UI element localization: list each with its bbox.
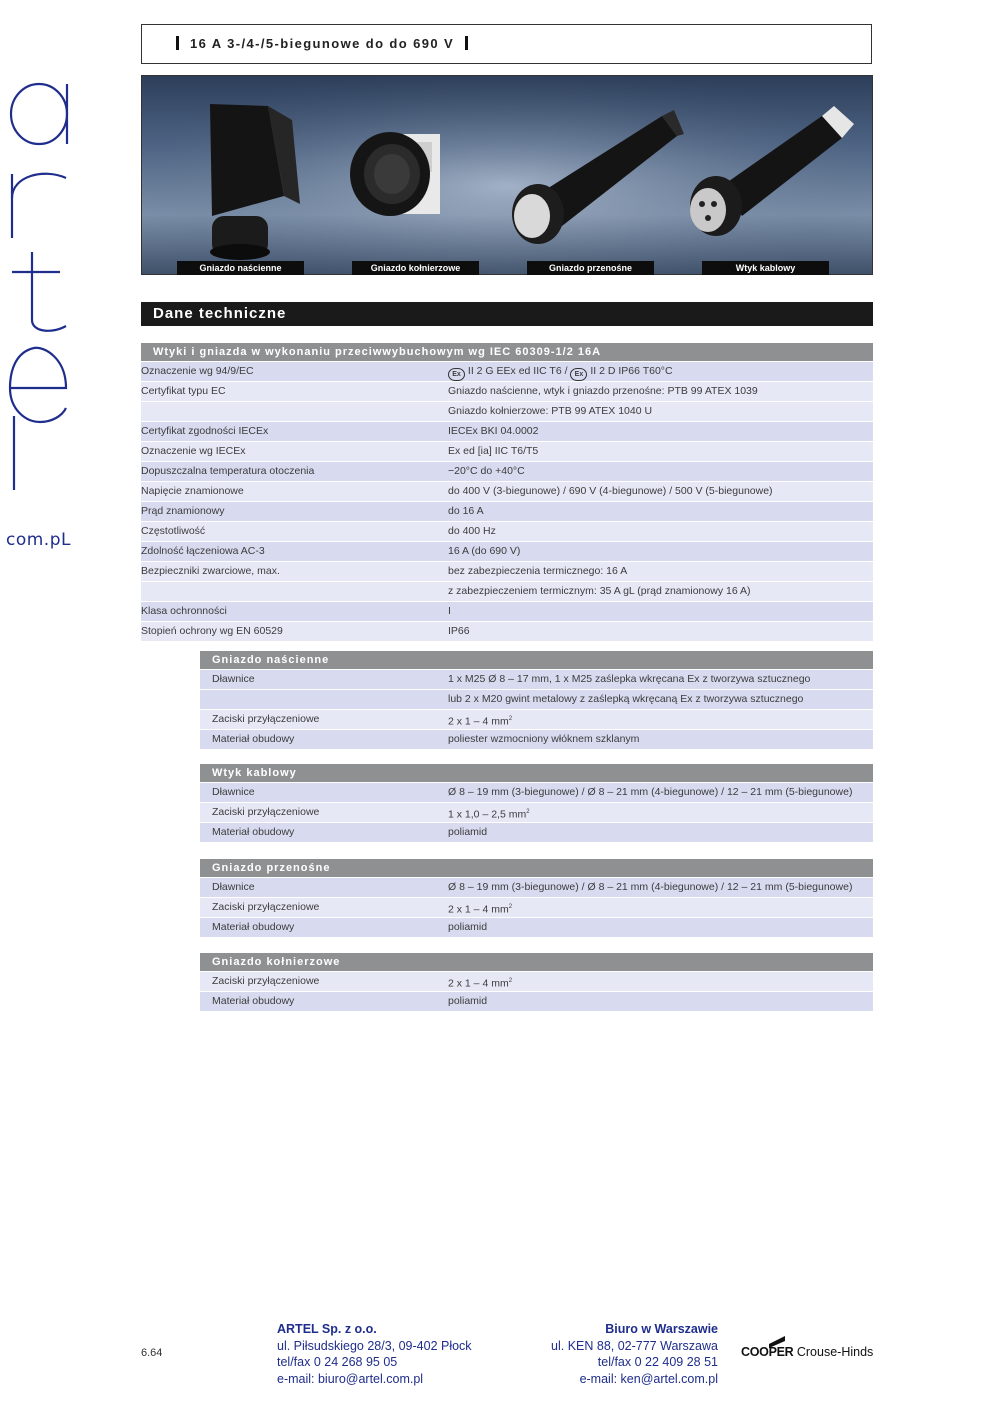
- value-sup: 2: [508, 716, 513, 722]
- logo-rest: Crouse-Hinds: [796, 1345, 874, 1359]
- row-value: do 400 Hz: [448, 525, 496, 537]
- row-key: Oznaczenie wg IECEx: [141, 445, 246, 457]
- product-photo: [141, 75, 873, 275]
- table-row: [200, 669, 873, 689]
- table-row: [200, 991, 873, 1011]
- table-row: [141, 621, 873, 641]
- atex-gas-marking: II 2 G EEx ed IIC T6 /: [467, 365, 568, 377]
- table-row: [200, 897, 873, 917]
- table-row: [200, 971, 873, 991]
- row-value: poliester wzmocniony włóknem szklanym: [448, 733, 640, 745]
- row-value: IECEx BKI 04.0002: [448, 425, 539, 437]
- caption-portable-socket: Gniazdo przenośne: [527, 261, 654, 275]
- table-row: [141, 481, 873, 501]
- ex-mark-icon: Ex: [570, 368, 587, 381]
- table-row: [141, 461, 873, 481]
- value-text: 2 x 1 – 4 mm: [448, 903, 509, 916]
- sub-table-title: Wtyk kablowy: [200, 764, 873, 782]
- value-text: 1 x 1,0 – 2,5 mm: [448, 808, 527, 821]
- row-key: Klasa ochronności: [141, 605, 227, 617]
- row-value: 16 A (do 690 V): [448, 545, 521, 557]
- table-row: [141, 581, 873, 601]
- section-title: Dane techniczne: [141, 302, 873, 326]
- row-value: bez zabezpieczenia termicznego: 16 A: [448, 565, 628, 577]
- row-value: IP66: [448, 625, 470, 637]
- table-row: [200, 802, 873, 822]
- value-text: 2 x 1 – 4 mm: [448, 977, 509, 990]
- table-row: [141, 601, 873, 621]
- main-spec-table: [141, 343, 873, 641]
- value-sup: 2: [526, 809, 530, 815]
- row-value: I: [448, 605, 451, 617]
- company-phone: tel/fax 0 24 268 95 05: [277, 1355, 398, 1369]
- row-key: Zaciski przyłączeniowe: [212, 975, 320, 987]
- row-value: Gniazdo kołnierzowe: PTB 99 ATEX 1040 U: [448, 405, 653, 417]
- company-street: ul. Piłsudskiego 28/3, 09-402 Płock: [277, 1338, 472, 1353]
- cable-plug-table: [200, 764, 873, 842]
- row-key: Dopuszczalna temperatura otoczenia: [141, 465, 315, 477]
- row-key: Certyfikat zgodności IECEx: [141, 425, 269, 437]
- footer-company-address: [277, 1321, 472, 1387]
- row-key: Materiał obudowy: [212, 995, 295, 1007]
- office-phone: tel/fax 0 22 409 28 51: [597, 1355, 718, 1369]
- company-name: ARTEL Sp. z o.o.: [277, 1322, 377, 1336]
- sub-table-title: Gniazdo kołnierzowe: [200, 953, 873, 971]
- office-name: Biuro w Warszawie: [605, 1322, 718, 1336]
- flange-socket-table: [200, 953, 873, 1011]
- row-value: do 400 V (3-biegunowe) / 690 V (4-biegunowe) / 500 V (5-biegunowe): [448, 485, 773, 497]
- ex-mark-icon: Ex: [448, 368, 465, 381]
- row-key: Zdolność łączeniowa AC-3: [141, 545, 265, 557]
- header-bar-right: [465, 36, 468, 50]
- row-key: Stopień ochrony wg EN 60529: [141, 625, 283, 637]
- row-value: [448, 362, 673, 381]
- row-key: Zaciski przyłączeniowe: [212, 713, 320, 725]
- table-row: [200, 782, 873, 802]
- table-row: [141, 421, 873, 441]
- table-row: [141, 361, 873, 381]
- row-value: Gniazdo naścienne, wtyk i gniazdo przenośne: PTB 99 ATEX 1039: [448, 385, 758, 397]
- table-row: [141, 401, 873, 421]
- caption-cable-plug: Wtyk kablowy: [702, 261, 829, 275]
- row-value: 1 x M25 Ø 8 – 17 mm, 1 x M25 zaślepka wkręcana Ex z tworzywa sztucznego: [448, 673, 811, 685]
- table-row: [141, 441, 873, 461]
- sub-table-title: Gniazdo przenośne: [200, 859, 873, 877]
- row-key: Materiał obudowy: [212, 826, 295, 838]
- row-key: Napięcie znamionowe: [141, 485, 244, 497]
- wall-socket-table: [200, 651, 873, 749]
- row-value: Ø 8 – 19 mm (3-biegunowe) / Ø 8 – 21 mm (4-biegunowe) / 12 – 21 mm (5-biegunowe): [448, 881, 853, 893]
- row-value: do 16 A: [448, 505, 484, 517]
- row-key: Materiał obudowy: [212, 733, 295, 745]
- value-sup: 2: [508, 978, 513, 984]
- row-key: Zaciski przyłączeniowe: [212, 901, 320, 913]
- flange-socket-image: [350, 132, 440, 216]
- table-row: [141, 561, 873, 581]
- row-key: Oznaczenie wg 94/9/EC: [141, 365, 254, 377]
- logo-bold: COOPER: [741, 1345, 794, 1359]
- row-value: Ex ed [ia] IIC T6/T5: [448, 445, 539, 457]
- row-key: Materiał obudowy: [212, 921, 295, 933]
- company-email: e-mail: biuro@artel.com.pl: [277, 1371, 424, 1386]
- brand-domain: com.pL: [6, 530, 71, 550]
- atex-dust-marking: II 2 D IP66 T60°C: [590, 365, 673, 377]
- header-box: [141, 24, 872, 64]
- cooper-crouse-hinds-logo: [741, 1345, 873, 1359]
- sub-table-title: Gniazdo naścienne: [200, 651, 873, 669]
- row-key: Dławnice: [212, 881, 255, 893]
- row-value: poliamid: [448, 826, 488, 838]
- table-row: [200, 822, 873, 842]
- portable-socket-table: [200, 859, 873, 937]
- table-row: [141, 381, 873, 401]
- row-value: z zabezpieczeniem termicznym: 35 A gL (prąd znamionowy 16 A): [448, 585, 751, 597]
- artel-logo-icon: [4, 70, 72, 490]
- value-text: 2 x 1 – 4 mm: [448, 715, 509, 728]
- page-number: 6.64: [141, 1347, 163, 1359]
- brand-logo: [4, 70, 72, 550]
- row-key: Prąd znamionowy: [141, 505, 225, 517]
- row-value: poliamid: [448, 995, 488, 1007]
- row-key: Częstotliwość: [141, 525, 206, 537]
- row-key: Dławnice: [212, 673, 255, 685]
- table-row: [141, 541, 873, 561]
- header-title-text: 16 A 3-/4-/5-biegunowe do do 690 V: [190, 36, 455, 51]
- main-table-title: Wtyki i gniazda w wykonaniu przeciwwybuchowym wg IEC 60309-1/2 16A: [141, 343, 873, 361]
- office-street: ul. KEN 88, 02-777 Warszawa: [551, 1338, 718, 1353]
- caption-wall-socket: Gniazdo naścienne: [177, 261, 304, 275]
- table-row: [200, 689, 873, 709]
- table-row: [141, 521, 873, 541]
- table-row: [200, 729, 873, 749]
- table-row: [200, 917, 873, 937]
- row-key: Certyfikat typu EC: [141, 385, 226, 397]
- row-key: Dławnice: [212, 786, 255, 798]
- table-row: [141, 501, 873, 521]
- value-sup: 2: [508, 904, 513, 910]
- row-value: −20°C do +40°C: [448, 465, 525, 477]
- row-key: Bezpieczniki zwarciowe, max.: [141, 565, 280, 577]
- office-email: e-mail: ken@artel.com.pl: [579, 1371, 718, 1386]
- table-row: [200, 709, 873, 729]
- row-key: Zaciski przyłączeniowe: [212, 806, 320, 818]
- row-value: Ø 8 – 19 mm (3-biegunowe) / Ø 8 – 21 mm (4-biegunowe) / 12 – 21 mm (5-biegunowe): [448, 786, 853, 798]
- header-bar-left: [176, 36, 179, 50]
- caption-flange-socket: Gniazdo kołnierzowe: [352, 261, 479, 275]
- row-value: lub 2 x M20 gwint metalowy z zaślepką wkręcaną Ex z tworzywa sztucznego: [448, 693, 804, 705]
- table-row: [200, 877, 873, 897]
- header-title: [176, 36, 468, 51]
- row-value: poliamid: [448, 921, 488, 933]
- footer-office-address: [530, 1321, 718, 1387]
